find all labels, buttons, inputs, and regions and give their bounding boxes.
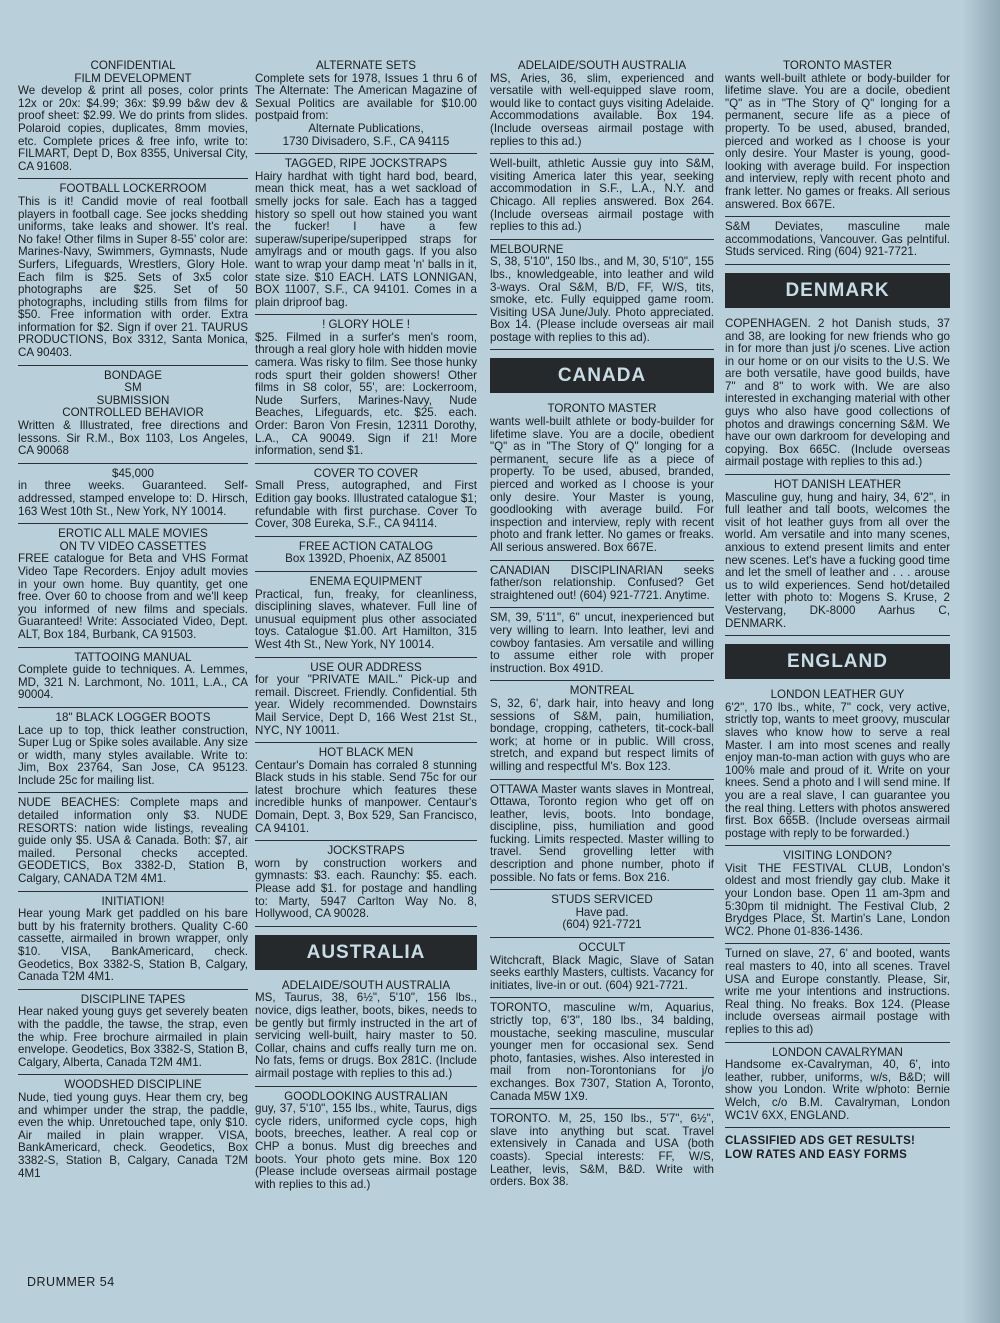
ad-body: Practical, fun, freaky, for cleanliness, disciplining slaves, whatever. Full line of unusual equipment plus other associated toys. Catalogue $1.00. Art Hamilton, 315 West 4th St., New York, NY 10014. xyxy=(255,587,477,651)
ad-heading: HOT BLACK MEN xyxy=(318,746,414,760)
ad-heading: TORONTO MASTER xyxy=(782,59,893,72)
ad-body: Centaur's Domain has corraled 8 stunning Black studs in his stable. Send 75c for our latest brochure which features these incredible hunks of manpower. Centaur's Domain, Dept. 3, Box 529, San Francisco, CA 94101. xyxy=(255,758,477,835)
classified-ad xyxy=(18,524,248,647)
classified-ad xyxy=(255,1087,477,1197)
ad-address: Alternate Publications, 1730 Divisadero, S.F., CA 94115 xyxy=(282,121,450,148)
ad-body: guy, 37, 5'10", 155 lbs., white, Taurus, digs cycle riders, uniformed cycle cops, high boots, breeches, leather. A real cop or CHP a bonus. Must dig breeches and boots. Your photo gets mine. Box 120 (Please include overseas airmail postage with replies to this ad.) xyxy=(255,1102,477,1191)
classified-ad xyxy=(255,572,477,658)
page-edge-shadow xyxy=(962,0,1000,1323)
ad-body: Turned on slave, 27, 6' and booted, wants real masters to 40, into all scenes. Travel USA and Europe constantly. Please, Sir, write me your intentions and instructions. Real thing. No freaks. Box 124. (Please include overseas airmail postage with replies to this ad) xyxy=(725,947,950,1036)
classified-ad xyxy=(18,464,248,524)
classified-ad xyxy=(490,998,714,1109)
classified-ad xyxy=(725,217,950,265)
ad-body: Hairy hardhat with tight hard bod, beard, mean thick meat, has a wet sackload of smelly jocks for sale. Each has a tagged history so spell out how stained you want the fucker! I have a few superaw/superipe/superipped straps for amylrags and or mouth gags. If you also want to wrap your damp meat 'n' balls in it, state size. $10 EACH. LATS LONNIGAN, BOX 11007, S.F., CA 94101. Comes in a plain driproof bag. xyxy=(255,169,477,309)
ad-body: Well-built, athletic Aussie guy into S&M, visiting America later this year, seeking accommodation in S.F., L.A., N.Y. and Chicago. All replies answered. Box 264. (Include overseas airmail postage with replies to this ad.) xyxy=(490,157,714,234)
ad-heading: WOODSHED DISCIPLINE xyxy=(64,1078,202,1092)
classified-ad xyxy=(255,658,477,744)
ad-body: FREE catalogue for Beta and VHS Format Video Tape Recorders. Enjoy adult movies in your own home. Buy quantity, get one free. Over 60 to choose from and we'll keep you informed of new films and specials. Guaranteed! Write: Associated Video, Dept. ALT, Box 184, Burbank, CA 91503. xyxy=(18,552,248,641)
section-banner-australia: AUSTRALIA xyxy=(255,935,477,970)
column-3 xyxy=(490,56,714,1194)
ad-heading: STUDS SERVICED xyxy=(551,893,653,907)
ad-heading: JOCKSTRAPS xyxy=(327,844,405,858)
ad-body: MELBOURNE S, 38, 5'10", 150 lbs., and M, 30, 5'10", 155 lbs., knowledgeable, into leather and wild 3-ways. Oral S&M, B/D, FF, W/S, tits, smoke, etc. Fully equipped game room. Visiting USA June/July. Photo appreciated. Box 14. (Please include overseas air mail postage with replies to this ad). xyxy=(490,242,714,344)
classified-ad xyxy=(255,56,477,154)
ad-heading: FREE ACTION CATALOG xyxy=(298,539,434,553)
classified-ad xyxy=(725,944,950,1042)
classified-ad xyxy=(490,890,714,938)
ad-heading: BONDAGE SM SUBMISSION CONTROLLED BEHAVIOR xyxy=(62,368,204,420)
ad-body: Lace up to top, thick leather construction, Super Lug or Spike soles available. Any size or width, many styles available. Write to: Jim, Box 23764, San Jose, CA 95123. Include 25c for mailing list. xyxy=(18,723,248,787)
column-1 xyxy=(18,56,248,1185)
ad-body: Complete sets for 1978, Issues 1 thru 6 of The Alternate: The American Magazine of Sexual Politics are available for $10.00 postpaid from: xyxy=(255,71,477,123)
classified-ad xyxy=(725,685,950,846)
ad-body: SM, 39, 5'11", 6" uncut, inexperienced but very willing to learn. Into leather, levi and cowboy fantasies. Am versatile and willing to assume either role with proper instruction. Box 491D. xyxy=(490,611,714,675)
ad-body: TORONTO, masculine w/m, Aquarius, strictly top, 6'3", 180 lbs., 34 balding, moustache, seeking masculine, muscular younger men for occasional sex. Send photo, fantasies, wishes. Also interested in mail from non-Torontonians for j/o exchanges. Box 7307, Station A, Toronto, Canada M5W 1X9. xyxy=(490,1001,714,1103)
classified-ad xyxy=(18,366,248,464)
ad-heading: $45,000 xyxy=(112,466,154,480)
footer-tag-line: CLASSIFIED ADS GET RESULTS! xyxy=(725,1135,916,1148)
ad-body: Small Press, autographed, and First Edition gay books. Illustrated catalogue $1; refundable with first purchase. Cover To Cover, 308 Eureka, S.F., CA 94114. xyxy=(255,479,477,531)
classified-ad xyxy=(18,793,248,891)
column-4 xyxy=(725,56,950,1162)
ad-body: Have pad. (604) 921-7721 xyxy=(562,905,642,932)
classified-ad xyxy=(18,179,248,365)
ad-body: worn by construction workers and gymnasts: $3. each. Raunchy: $5. each. Please add $1. for postage and handling to: Marty, 5947 Carlton Way No. 8, Hollywood, CA 90028. xyxy=(255,856,477,921)
ad-body: Masculine guy, hung and hairy, 34, 6'2", in full leather and tall boots, welcomes the visit of hot leather guys from all over the world. Am versatile and into many scenes, anxious to extend present limits and enter new scenes. Let's have a fucking good time and let the smell of leather and . . . arouse us to wild experiences. Send hot/detailed letter with photo to: Mogens S. Kruse, 2 Vestervang, DK-8000 Aarhus C, DENMARK. xyxy=(725,490,950,630)
classified-ad xyxy=(490,938,714,998)
ad-heading: FOOTBALL LOCKERROOM xyxy=(59,182,207,196)
section-banner-denmark: DENMARK xyxy=(725,273,950,308)
ad-heading: ALTERNATE SETS xyxy=(315,59,417,72)
classified-ad xyxy=(725,846,950,944)
classified-ad xyxy=(490,681,714,779)
ad-heading: ! GLORY HOLE ! xyxy=(322,318,410,332)
classified-ad xyxy=(18,56,248,179)
page-folio: DRUMMER 54 xyxy=(27,1275,115,1289)
ad-body: Witchcraft, Black Magic, Slave of Satan seeks earthly Masters, cultists. Vacancy for initiates, live-in or out. (604) 921-7721. xyxy=(490,953,714,992)
ad-body: $25. Filmed in a surfer's men's room, through a real glory hole with hidden movie camera. Was risky to film. See those hunky rods spurt their golden showers! Other films in S8 color, 55', are: Lockerroom, Nude Surfers, Marines-Navy, Nude Beaches, Lifeguards, etc. $25. each. Order: Baron Von Fresin, 12311 Dorothy, L.A., CA 90049. Sign if 21! More information, send $1. xyxy=(255,330,477,458)
classified-ad xyxy=(255,154,477,315)
ad-body: Written & Illustrated, free directions and lessons. Sir R.M., Box 1103, Los Angeles, CA 90068 xyxy=(18,419,248,458)
classified-ad xyxy=(490,1109,714,1194)
ad-heading: INITIATION! xyxy=(101,894,165,908)
classified-ad xyxy=(490,561,714,609)
ad-body: wants well-built athlete or body-builder for lifetime slave. You are a docile, obedient "Q" as in "The Story of Q" longing for a permanent, secure life as a piece of property. To be used, abused, branded, pierced and worked as I choose is your only desire. Your Master is young, good-looking with average build. For inspection and interview, reply with recent photo and frank letter. No games or freaks. All serious answered. Box 667E. xyxy=(725,71,950,211)
ad-heading: LONDON LEATHER GUY xyxy=(770,688,905,702)
classified-ad xyxy=(490,240,714,351)
ad-body: MS, Taurus, 38, 6½", 5'10", 156 lbs., novice, digs leather, boots, bikes, needs to be gently but firmly instructed in the art of servicing well-built, hairy master to 50. Collar, chains and cuffs really turn me on. No fats, fems or drugs. Box 281C. (Include airmail postage with replies to this ad.) xyxy=(255,991,477,1080)
ad-body: 6'2", 170 lbs., white, 7" cock, very active, strictly top, wants to meet groovy, muscular slaves who know how to serve a real Master. I am into most scenes and really enjoy man-to-man action with guys who are 100% male and proud of it. Write on your knees. Send a photo and I will send mine. If you are a real slave, I can guarantee you the real thing. Letters with photos answered first. Box 665B. (Include overseas airmail postage with reply to be forwarded.) xyxy=(725,700,950,840)
ad-body: Box 1392D, Phoenix, AZ 85001 xyxy=(285,552,447,566)
ad-body: Visit THE FESTIVAL CLUB, London's oldest and most friendly gay club. Make it your London base. Open 11 am-3pm and 5:30pm til midnight. The Festival Club, 2 Brydges Place, St. Martin's Lane, London WC2. Phone 01-836-1436. xyxy=(725,861,950,938)
ad-heading: TATTOOING MANUAL xyxy=(74,650,192,664)
ad-heading: HOT DANISH LEATHER xyxy=(773,478,902,492)
classified-ad xyxy=(18,892,248,990)
ad-heading: USE OUR ADDRESS xyxy=(310,660,422,674)
ad-heading: ENEMA EQUIPMENT xyxy=(309,574,423,588)
ad-heading: MONTREAL xyxy=(569,684,635,698)
classified-ad xyxy=(18,1075,248,1185)
classified-ad xyxy=(725,56,950,217)
ad-heading: OCCULT xyxy=(578,941,626,955)
footer-tag-line: LOW RATES AND EASY FORMS xyxy=(725,1149,908,1162)
classified-ad xyxy=(490,780,714,891)
classified-ad xyxy=(725,475,950,636)
classified-ad xyxy=(255,743,477,841)
section-banner-canada: CANADA xyxy=(490,358,714,393)
ad-heading: CONFIDENTIAL FILM DEVELOPMENT xyxy=(74,59,192,85)
ad-body: Handsome ex-Cavalryman, 40, 6', into leather, rubber, uniforms, w/s, B&D; will show you London. Write w/photo: Bernie Welch, c/o B.M. Cavalryman, London WC1V 6XX, ENGLAND. xyxy=(725,1058,950,1122)
classified-ad xyxy=(490,154,714,240)
ad-heading: TORONTO MASTER xyxy=(547,402,657,416)
classified-ad xyxy=(725,314,950,475)
ad-body: OTTAWA Master wants slaves in Montreal, Ottawa, Toronto region who get off on leather, levis, boots. Into bondage, discipline, piss, humiliation and good fucking. Limits respected. Master willing to travel. Send grovelling letter with description and phone number, photo if possible. No fats or fems. Box 216. xyxy=(490,782,714,884)
classified-ad xyxy=(255,315,477,464)
ad-body: Nude, tied young guys. Hear them cry, beg and whimper under the strap, the paddle, even the whip. Unretouched tape, only $10. Air mailed in plain wrapper. VISA, BankAmericard, check. Geodetics, Box 3382-S, Station B, Calgary, Canada T2M 4M1 xyxy=(18,1090,248,1180)
classified-ad xyxy=(490,608,714,681)
ad-body: Hear young Mark get paddled on his bare butt by his fraternity brothers. Quality C-60 cassette, airmailed in brown wrapper, only $10. VISA, BankAmericard, check. Geodetics, Box 3382-S, Station B, Calgary, Canada T2M 4M1. xyxy=(18,907,248,984)
ad-heading: ADELAIDE/SOUTH AUSTRALIA xyxy=(517,59,687,72)
ad-heading: COVER TO COVER xyxy=(313,466,419,480)
ad-heading: 18" BLACK LOGGER BOOTS xyxy=(55,710,211,724)
ad-heading: DISCIPLINE TAPES xyxy=(80,992,186,1006)
ad-body: in three weeks. Guaranteed. Self-addressed, stamped envelope to: D. Hirsch, 163 West 10th St., New York, NY 10014. xyxy=(18,479,248,518)
ad-body: NUDE BEACHES: Complete maps and detailed information only $3. NUDE RESORTS: nation wide listings, revealing guide only $5. USA & Canada. Both: $7, air mailed. Personal checks accepted. GEODETICS, Box 3382-D, Station B, Calgary, CANADA T2M 4M1. xyxy=(18,796,248,886)
classified-ad xyxy=(18,648,248,708)
ad-heading: VISITING LONDON? xyxy=(783,849,892,863)
classified-ad xyxy=(725,1043,950,1129)
classified-ad xyxy=(255,537,477,572)
ad-heading: ADELAIDE/SOUTH AUSTRALIA xyxy=(281,978,451,992)
classified-ad xyxy=(490,56,714,154)
section-banner-england: ENGLAND xyxy=(725,644,950,679)
ad-body: We develop & print all poses, color prints 12x or 20x: $4.99; 36x: $9.99 b&w dev & proof sheet: $2.99. We do prints from slides. Polaroid copies, duplicates, 8mm movies, etc. Complete prices & free info, write to: FILMART, Dept D, Box 8355, Universal City, CA 91608. xyxy=(18,84,248,173)
classified-ad xyxy=(18,708,248,794)
ad-body: MS, Aries, 36, slim, experienced and versatile with well-equipped slave room, would like to contact guys visiting Adelaide. Accommodations available. Box 194. (Include overseas airmail postage with replies to this ad.) xyxy=(490,71,714,148)
ad-heading: TAGGED, RIPE JOCKSTRAPS xyxy=(284,157,448,171)
ad-body: CANADIAN DISCIPLINARIAN seeks father/son relationship. Confused? Get straightened out! (604) 921-7721. Anytime. xyxy=(490,563,714,602)
ad-heading: LONDON CAVALRYMAN xyxy=(772,1045,903,1059)
ad-body: Hear naked young guys get severely beaten with the paddle, the tawse, the strap, even the whip. Free brochure airmailed in plain envelope. Geodetics, Box 3382-S, Station B, Calgary, Alberta, Canada T2M 4M1. xyxy=(18,1005,248,1069)
ad-body: for your "PRIVATE MAIL." Pick-up and remail. Discreet. Friendly. Confidential. 5th year. Widely recommended. Downstairs Mail Service, Dept D, 166 West 21st St., NYC, NY 10011. xyxy=(255,673,477,737)
ad-body: S&M Deviates, masculine male accommodations, Vancouver. Gas pelntiful. Studs serviced. Ring (604) 921-7721. xyxy=(725,220,950,259)
classified-ad xyxy=(255,976,477,1087)
classified-ad xyxy=(490,399,714,560)
ad-heading: GOODLOOKING AUSTRALIAN xyxy=(284,1089,448,1103)
column-2 xyxy=(255,56,477,1196)
classified-ad xyxy=(255,464,477,537)
classified-ad xyxy=(18,990,248,1076)
ad-body: TORONTO. M, 25, 150 lbs., 5'7", 6½", slave into anything but scat. Travel extensively in Canada and USA (both coasts). Special interests: FF, W/S, Leather, levis, S&M, B&D. Write with orders. Box 38. xyxy=(490,1112,714,1189)
ad-body: Complete guide to techniques. A. Lemmes, MD, 321 N. Larchmont, No. 1011, L.A., CA 90004. xyxy=(18,663,248,702)
ad-body: COPENHAGEN. 2 hot Danish studs, 37 and 38, are looking for new friends who go in for more than just j/o scenes. Live action in our home or on our visits to the U.S. We are both versatile, have good builds, have 7" and 8" to work with. We are also interested in exchanging material with other guys who also have good collections of photos and drawings concerning S&M. We have our own darkroom for developing and copying. Box 665C. (Include overseas airmail postage with replies to this ad.) xyxy=(725,316,950,469)
classified-ad xyxy=(255,841,477,927)
classified-footer-tag xyxy=(725,1134,950,1162)
ad-body: wants well-built athlete or body-builder for lifetime slave. You are a docile, obedient "Q" as in "The Story of Q" longing for a permanent, secure life as a piece of property. To be used, abused, branded, pierced and worked as I choose is your only desire. Your Master is young, goodlooking with average build. For inspection and interview, reply with recent photo and frank letter. No games or freaks. All serious answered. Box 667E. xyxy=(490,415,714,554)
ad-body: S, 32, 6', dark hair, into heavy and long sessions of S&M, pain, humiliation, bondage, cropping, catheters, tit-cock-ball work; at home or in public. Will cross, stretch, and expand but respect limits of willing and respectful M's. Box 123. xyxy=(490,696,714,773)
ad-body: This is it! Candid movie of real football players in football cage. See jocks shedding uniforms, take leaks and shower. It's real. No fake! Other films in Super 8-55' color are: Marines-Navy, Swimmers, Gymnasts, Nude Surfers, Lifeguards, Wrestlers, Glory Hole. Each film is $25. Sets of 3x5 color photographs are $25. Set of 50 photographs, including stills from films for $50. Free information with order. Extra information for $2. Sign if over 21. TAURUS PRODUCTIONS, Box 3312, Santa Monica, CA 90403. xyxy=(18,194,248,360)
ad-heading: EROTIC ALL MALE MOVIES ON TV VIDEO CASSETTES xyxy=(58,527,208,553)
